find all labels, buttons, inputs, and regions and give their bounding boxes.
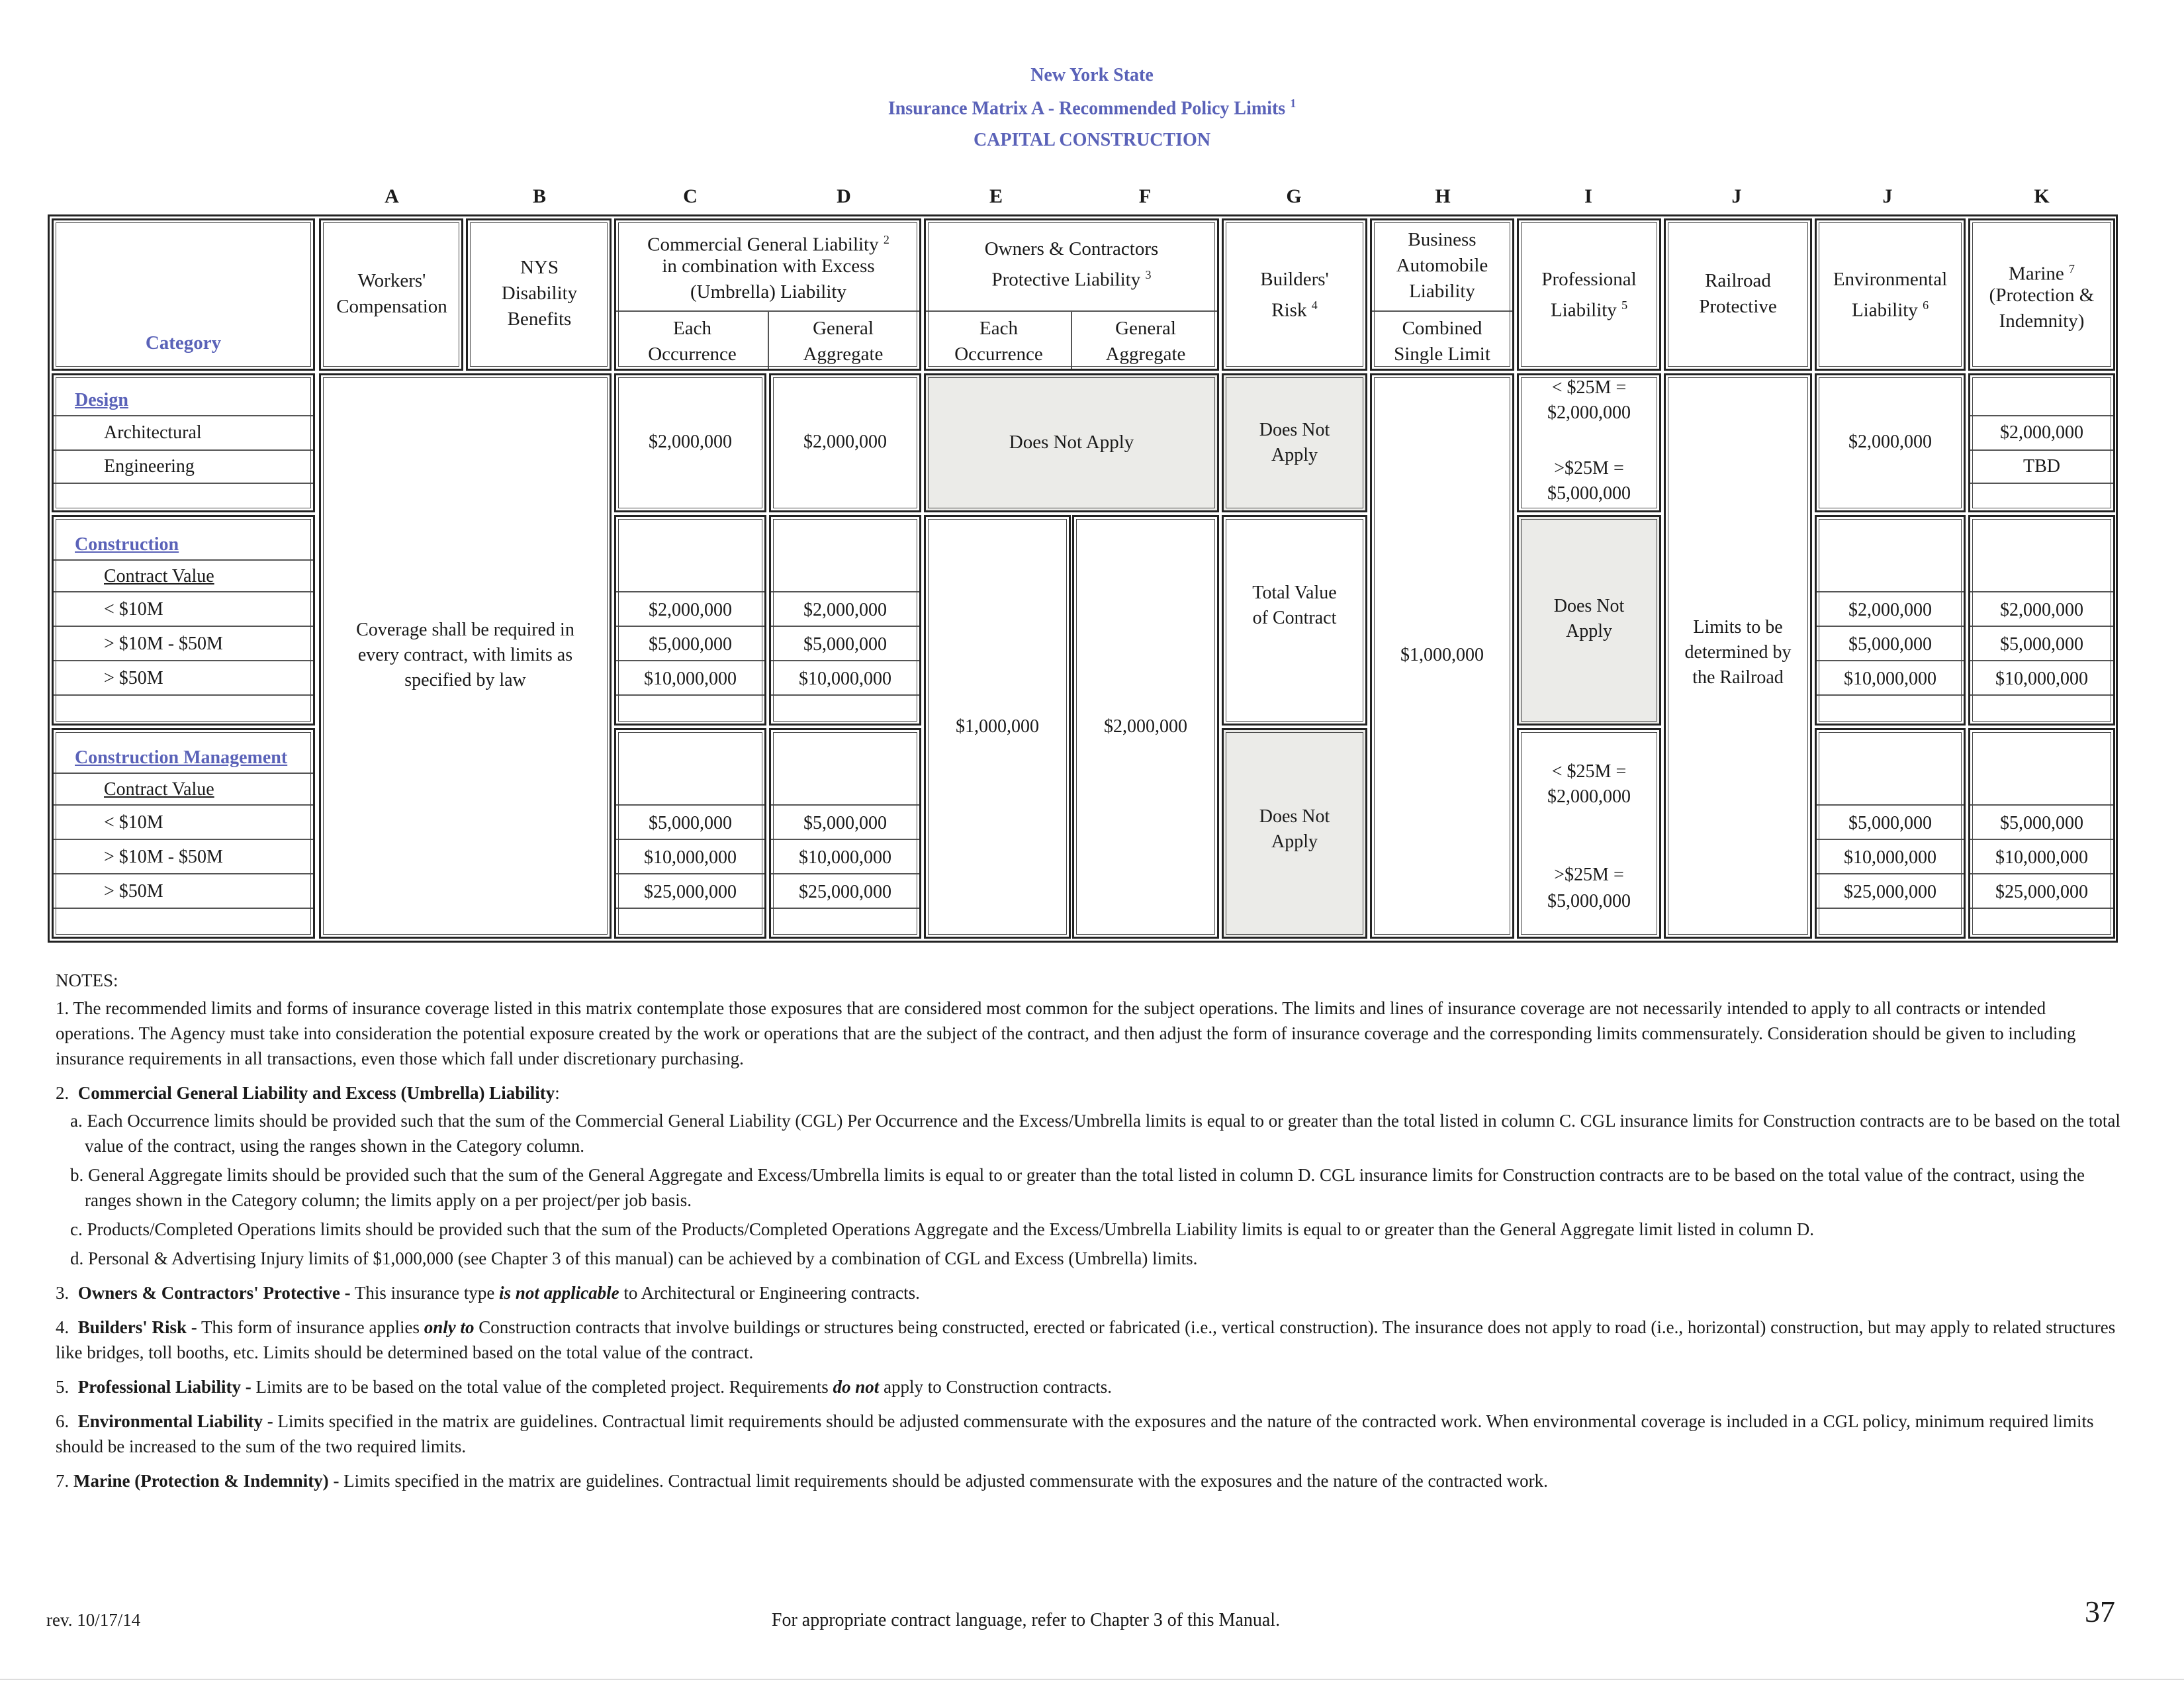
ocp-each-occurrence-header: Each Occurrence	[954, 318, 1043, 365]
railroad-value: Limits to be determined by the Railroad	[1684, 617, 1792, 688]
column-letter: F	[1138, 185, 1152, 207]
column-letter: I	[1584, 185, 1592, 207]
construction-professional-box	[1517, 515, 1661, 726]
ocp-each-value: $1,000,000	[956, 716, 1039, 737]
environmental-header-box	[1815, 218, 1966, 371]
construction-marine-value: $5,000,000	[2000, 634, 2083, 655]
cm-marine-value: $10,000,000	[1995, 847, 2088, 868]
design-prof-under-25m-value: $2,000,000	[1547, 402, 1631, 423]
workers-comp-coverage-text: Coverage shall be required in every contract, with limits as specified by law	[356, 620, 574, 690]
cm-environmental-box	[1815, 728, 1966, 939]
cm-builders-not-apply: Does Not Apply	[1259, 806, 1330, 852]
cgl-header: Commercial General Liability $^2$	[647, 233, 889, 256]
design-prof-over-25m-value: $5,000,000	[1547, 483, 1631, 504]
ocp-general-aggregate-header: General Aggregate	[1105, 318, 1186, 365]
construction-cgl-each-value: $5,000,000	[649, 634, 732, 655]
column-letter: D	[837, 185, 851, 207]
cm-env-value: $10,000,000	[1844, 847, 1936, 868]
design-env-value: $2,000,000	[1848, 432, 1932, 452]
design-builders-not-apply: Does Not Apply	[1259, 420, 1330, 465]
builders-risk-header: Builders' Risk $^4$	[1260, 269, 1329, 321]
design-category-box	[52, 373, 315, 512]
cm-prof-under-25m-value: $2,000,000	[1547, 786, 1631, 807]
ocp-agg-body	[1072, 515, 1219, 939]
cm-cgl-each-box	[614, 728, 766, 939]
railroad-body	[1664, 373, 1812, 939]
cgl-each-occurrence-header: Each Occurrence	[648, 318, 737, 365]
cm-env-value: $25,000,000	[1844, 882, 1936, 902]
note-2c: c. Products/Completed Operations limits should be provided such that the sum of the Products/Completed Operations Aggregate and the Excess/Umbrella Liability limits is equal to or greater than the General Aggregate limit listed in column D.	[70, 1219, 1814, 1239]
ocp-header: Owners & Contractors Protective Liability $^3$	[984, 238, 1159, 291]
note-2d: d. Personal & Advertising Injury limits of $1,000,000 (see Chapter 3 of this manual) can be achieved by a combination of CGL and Excess (Umbrella) limits.	[70, 1248, 1198, 1268]
cm-marine-box	[1968, 728, 2115, 939]
disability-header-box	[466, 218, 612, 371]
marine-subheader: (Protection & Indemnity)	[1989, 285, 2095, 332]
note-3: 3. Owners & Contractors' Protective - This insurance type is not applicable to Architectural or Engineering contracts.	[56, 1283, 920, 1303]
construction-marine-box	[1968, 515, 2115, 726]
cm-category-box	[52, 728, 315, 939]
revision-date: rev. 10/17/14	[46, 1610, 141, 1630]
design-cgl-each-box	[614, 373, 766, 512]
column-letter: K	[2034, 185, 2050, 207]
ocp-agg-value: $2,000,000	[1104, 716, 1187, 737]
construction-management-category-link[interactable]: Construction Management	[75, 747, 288, 768]
construction-builders-box	[1222, 515, 1367, 726]
cm-cgl-agg-value: $25,000,000	[799, 882, 891, 902]
note-7: 7. Marine (Protection & Indemnity) - Limits specified in the matrix are guidelines. Contractual limit requirements should be adjusted commensurate with the exposures and the nature of the contracted work.	[56, 1471, 1548, 1491]
environmental-header: Environmental Liability $^6$	[1833, 269, 1948, 321]
column-letter: C	[683, 185, 698, 207]
auto-value: $1,000,000	[1400, 645, 1484, 665]
design-cgl-agg-value: $2,000,000	[803, 432, 887, 452]
category-row-architectural: Architectural	[104, 422, 202, 443]
workers-comp-body	[319, 373, 612, 939]
page-bottom-rule	[0, 1679, 2184, 1680]
construction-cgl-each-value: $2,000,000	[649, 600, 732, 620]
header-subtitle: CAPITAL CONSTRUCTION	[973, 130, 1211, 150]
category-row-over-50m: > $50M	[104, 881, 163, 902]
cm-builders-box	[1222, 728, 1367, 939]
cm-prof-over-25m: >$25M =	[1554, 865, 1624, 885]
marine-header-box	[1968, 218, 2115, 371]
contract-value-label: Contract Value	[104, 566, 214, 586]
auto-body	[1370, 373, 1514, 939]
column-letter: A	[385, 185, 399, 207]
design-category-link[interactable]: Design	[75, 390, 128, 410]
design-prof-over-25m: >$25M =	[1554, 458, 1624, 479]
cm-cgl-each-value: $25,000,000	[644, 882, 737, 902]
construction-builders-value: Total Value of Contract	[1252, 583, 1337, 628]
construction-cgl-agg-value: $2,000,000	[803, 600, 887, 620]
workers-comp-header-box	[319, 218, 463, 371]
note-2: 2. Commercial General Liability and Excess (Umbrella) Liability:	[56, 1083, 560, 1103]
cm-marine-value: $25,000,000	[1995, 882, 2088, 902]
category-row-under-10m: < $10M	[104, 599, 163, 620]
design-professional-box	[1517, 373, 1661, 512]
note-6: 6. Environmental Liability - Limits specified in the matrix are guidelines. Contractual limit requirements should be adjusted commensurate with the exposures and the nature of the contracted work. When environmental coverage is included in a CGL policy, minimum required limits should be increased to the sum of the two required limits.	[56, 1411, 2094, 1456]
cm-cgl-agg-value: $5,000,000	[803, 813, 887, 833]
column-letter: J	[1882, 185, 1893, 207]
construction-prof-not-apply: Does Not Apply	[1553, 596, 1625, 641]
header-state: New York State	[1030, 65, 1154, 85]
construction-env-value: $2,000,000	[1848, 600, 1932, 620]
auto-csl-header: Combined Single Limit	[1394, 318, 1490, 365]
construction-cgl-each-box	[614, 515, 766, 726]
column-letter: E	[989, 185, 1003, 207]
cgl-general-aggregate-header: General Aggregate	[803, 318, 884, 365]
railroad-header: Railroad Protective	[1699, 270, 1777, 317]
railroad-header-box	[1664, 218, 1812, 371]
category-header-box	[52, 218, 315, 371]
cgl-header-box	[614, 218, 921, 371]
cm-prof-under-25m: < $25M =	[1551, 761, 1627, 782]
cm-cgl-agg-box	[769, 728, 921, 939]
note-4: 4. Builders' Risk - This form of insurance applies only to Construction contracts that involve buildings or structures being constructed, erected or fabricated (i.e., vertical construction). The insurance does not apply to road (i.e., horizontal) construction, but may apply to related structures like bridges, toll booths, etc. Limits should be determined based on the total value of the contract.	[56, 1317, 2116, 1362]
note-1: 1. The recommended limits and forms of insurance coverage listed in this matrix contemplate those exposures that are considered most common for the subject operations. The limits and lines of insurance coverage are not necessarily intended to apply to all contracts or intended operations. The Agency must take into consideration the potential exposure created by the work or operations that are the subject of the contract, and then adjust the form of insurance coverage and the corresponding limits commensurately. Consideration should be given to including insurance requirements in all transactions, even those which fall under discretionary purchasing.	[56, 998, 2076, 1068]
page-number: 37	[2085, 1595, 2115, 1628]
notes-heading: NOTES:	[56, 970, 118, 990]
category-header: Category	[145, 332, 222, 353]
design-cgl-each-value: $2,000,000	[649, 432, 732, 452]
ocp-header-box	[924, 218, 1219, 371]
construction-marine-value: $2,000,000	[2000, 600, 2083, 620]
construction-category-link[interactable]: Construction	[75, 534, 179, 555]
design-ocp-box	[924, 373, 1219, 512]
construction-cgl-agg-value: $10,000,000	[799, 669, 891, 689]
construction-marine-value: $10,000,000	[1995, 669, 2088, 689]
contract-value-label: Contract Value	[104, 779, 214, 800]
design-ocp-not-apply: Does Not Apply	[1009, 432, 1134, 453]
column-letter: J	[1731, 185, 1742, 207]
design-cgl-agg-box	[769, 373, 921, 512]
auto-header-box	[1370, 218, 1514, 371]
design-marine-box	[1968, 373, 2115, 512]
note-2b: b. General Aggregate limits should be provided such that the sum of the General Aggregate and Excess/Umbrella limits is equal to or greater than the total listed in column D. CGL insurance limits for Construction contracts are to be based on the total value of the contract, using the ranges shown in the Category column; the limits apply on a per project/per job basis.	[70, 1165, 2085, 1210]
column-letter: B	[532, 185, 546, 207]
ocp-each-body	[924, 515, 1071, 939]
construction-category-box	[52, 515, 315, 726]
cm-cgl-each-value: $10,000,000	[644, 847, 737, 868]
workers-comp-header: Workers' Compensation	[336, 270, 447, 317]
construction-cgl-each-value: $10,000,000	[644, 669, 737, 689]
category-row-10m-50m: > $10M - $50M	[104, 633, 223, 654]
construction-cgl-agg-box	[769, 515, 921, 726]
cm-marine-value: $5,000,000	[2000, 813, 2083, 833]
professional-header-box	[1517, 218, 1661, 371]
column-letter: G	[1286, 185, 1302, 207]
cm-prof-over-25m-value: $5,000,000	[1547, 891, 1631, 912]
builders-risk-header-box	[1222, 218, 1367, 371]
design-prof-under-25m: < $25M =	[1551, 377, 1627, 398]
professional-header: Professional Liability $^5$	[1541, 269, 1637, 321]
marine-header: Marine $^7$	[2009, 262, 2075, 285]
category-row-under-10m: < $10M	[104, 812, 163, 833]
construction-env-value: $10,000,000	[1844, 669, 1936, 689]
note-2a: a. Each Occurrence limits should be provided such that the sum of the Commercial General Liability (CGL) Per Occurrence and the Excess/Umbrella limits is equal to or greater than the total listed in column C. CGL insurance limits for Construction contracts are to be based on the total value of the contract, using the ranges shown in the Category column.	[70, 1111, 2120, 1156]
category-row-10m-50m: > $10M - $50M	[104, 847, 223, 867]
auto-header: Business Automobile Liability	[1396, 229, 1488, 302]
column-letter: H	[1435, 185, 1451, 207]
design-builders-box	[1222, 373, 1367, 512]
cm-professional-box	[1517, 728, 1661, 939]
construction-environmental-box	[1815, 515, 1966, 726]
category-row-over-50m: > $50M	[104, 668, 163, 688]
design-marine-value: $2,000,000	[2000, 422, 2083, 443]
cm-cgl-agg-value: $10,000,000	[799, 847, 891, 868]
footer-note: For appropriate contract language, refer to Chapter 3 of this Manual.	[771, 1610, 1281, 1630]
design-marine-value: TBD	[2023, 456, 2060, 477]
header-title: Insurance Matrix A - Recommended Policy Limits $^1$	[887, 97, 1297, 119]
construction-env-value: $5,000,000	[1848, 634, 1932, 655]
cgl-subheader: in combination with Excess (Umbrella) Liability	[662, 256, 875, 303]
cm-cgl-each-value: $5,000,000	[649, 813, 732, 833]
cm-env-value: $5,000,000	[1848, 813, 1932, 833]
category-row-engineering: Engineering	[104, 456, 195, 477]
construction-cgl-agg-value: $5,000,000	[803, 634, 887, 655]
notes-section	[56, 968, 2120, 1493]
design-environmental-box	[1815, 373, 1966, 512]
note-5: 5. Professional Liability - Limits are to be based on the total value of the completed project. Requirements do not apply to Construction contracts.	[56, 1377, 1112, 1397]
disability-header: NYS Disability Benefits	[501, 257, 578, 330]
